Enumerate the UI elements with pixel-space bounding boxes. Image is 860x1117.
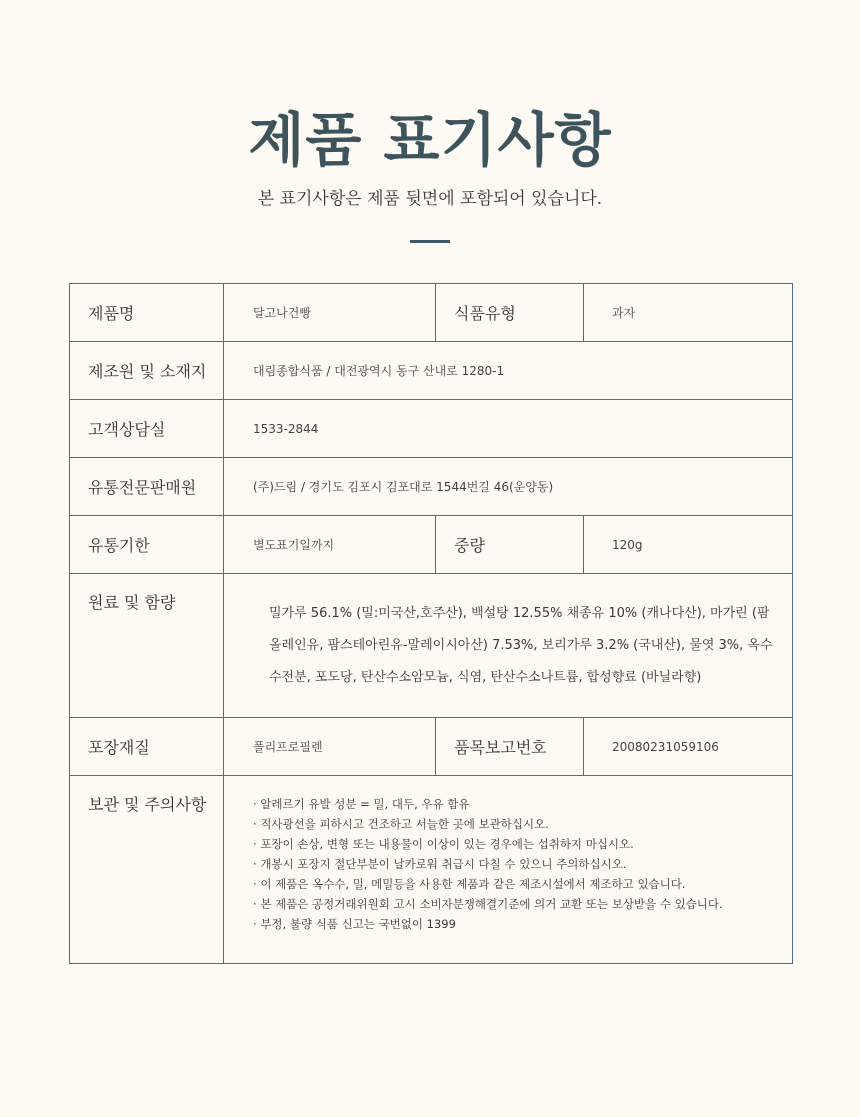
food-type-value: 과자 xyxy=(584,284,793,342)
list-item: · 알레르기 유발 성분 = 밀, 대두, 우유 함유 xyxy=(253,794,782,814)
list-item: · 개봉시 포장지 절단부분이 날카로워 취급시 다칠 수 있으니 주의하십시오. xyxy=(253,854,782,874)
product-name-label: 제품명 xyxy=(70,284,224,342)
weight-value: 120g xyxy=(584,516,793,574)
storage-cell xyxy=(224,776,793,964)
list-item: · 직사광선을 피하시고 건조하고 서늘한 곳에 보관하십시오. xyxy=(253,814,782,834)
report-number-value: 20080231059106 xyxy=(584,718,793,776)
page-subtitle: 본 표기사항은 제품 뒷면에 포함되어 있습니다. xyxy=(257,189,603,209)
storage-notes-list xyxy=(224,776,792,946)
packaging-label: 포장재질 xyxy=(70,718,224,776)
table-row xyxy=(70,718,793,776)
table-row xyxy=(70,400,793,458)
list-item: · 이 제품은 옥수수, 밀, 메밀등을 사용한 제품과 같은 제조시설에서 제조하고 있습니다. xyxy=(253,874,782,894)
distributor-value: (주)드림 / 경기도 김포시 김포대로 1544번길 46(운양동) xyxy=(224,458,793,516)
expiry-label: 유통기한 xyxy=(70,516,224,574)
product-label-table xyxy=(69,283,793,964)
customer-center-label: 고객상담실 xyxy=(70,400,224,458)
list-item: · 포장이 손상, 변형 또는 내용물이 이상이 있는 경우에는 섭취하지 마십시오. xyxy=(253,834,782,854)
weight-label: 중량 xyxy=(436,516,584,574)
packaging-value: 폴리프로필렌 xyxy=(224,718,436,776)
page-title: 제품 표기사항 xyxy=(248,106,612,174)
table-row xyxy=(70,458,793,516)
storage-label: 보관 및 주의사항 xyxy=(70,776,224,964)
table-row xyxy=(70,516,793,574)
report-number-label: 품목보고번호 xyxy=(436,718,584,776)
manufacturer-value: 대림종합식품 / 대전광역시 동구 산내로 1280-1 xyxy=(224,342,793,400)
expiry-value: 별도표기일까지 xyxy=(224,516,436,574)
product-name-value: 달고나건빵 xyxy=(224,284,436,342)
list-item: · 본 제품은 공정거래위원회 고시 소비자분쟁해결기준에 의거 교환 또는 보상받을 수 있습니다. xyxy=(253,894,782,914)
table-row xyxy=(70,776,793,964)
table-row xyxy=(70,284,793,342)
title-divider xyxy=(410,240,450,243)
food-type-label: 식품유형 xyxy=(436,284,584,342)
ingredients-value: 밀가루 56.1% (밀:미국산,호주산), 백설탕 12.55% 채종유 10% (캐나다산), 마가린 (팜올레인유, 팜스테아린유-말레이시아산) 7.53%, 보리가루 3.2% (국내산), 물엿 3%, 옥수수전분, 포도당, 탄산수소암모늄, 식염, 탄산수소나트륨, 합성향료 (바닐라향) xyxy=(269,605,773,685)
table-row xyxy=(70,342,793,400)
manufacturer-label: 제조원 및 소재지 xyxy=(70,342,224,400)
list-item: · 부정, 불량 식품 신고는 국번없이 1399 xyxy=(253,914,782,934)
distributor-label: 유통전문판매원 xyxy=(70,458,224,516)
ingredients-cell xyxy=(224,574,793,718)
ingredients-label: 원료 및 함량 xyxy=(70,574,224,718)
customer-center-value: 1533-2844 xyxy=(224,400,793,458)
table-row xyxy=(70,574,793,718)
